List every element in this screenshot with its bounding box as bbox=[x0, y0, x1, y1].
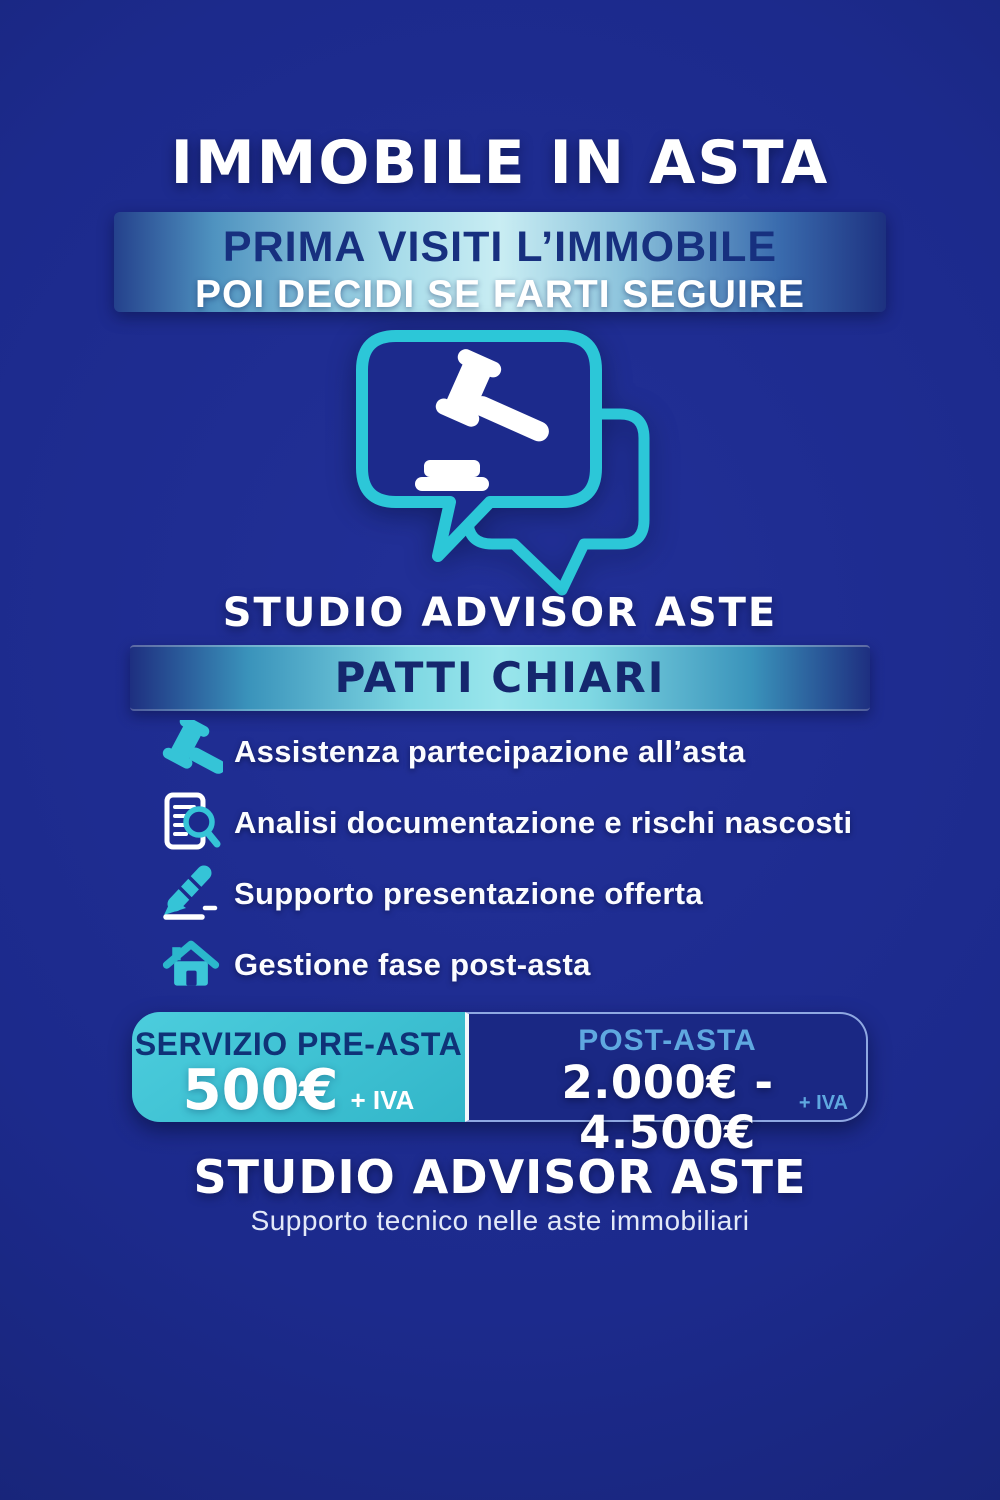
intro-banner-line-1: PRIMA VISITI L’IMMOBILE bbox=[222, 223, 778, 271]
service-label: Gestione fase post-asta bbox=[234, 946, 591, 982]
service-label: Assistenza partecipazione all’asta bbox=[234, 733, 746, 769]
post-asta-label: POST-ASTA bbox=[578, 1024, 757, 1057]
pricing-card bbox=[132, 1012, 868, 1159]
service-item bbox=[158, 716, 878, 787]
patti-chiari-banner: PATTI CHIARI bbox=[130, 645, 870, 711]
service-label: Supporto presentazione offerta bbox=[234, 875, 703, 911]
service-item bbox=[158, 787, 878, 858]
pre-asta-price: 500€ bbox=[182, 1058, 339, 1123]
gavel-icon bbox=[158, 720, 224, 784]
footer-tagline: Supporto tecnico nelle aste immobiliari bbox=[250, 1205, 750, 1236]
intro-banner-line-2: POI DECIDI SE FARTI SEGUIRE bbox=[195, 273, 805, 316]
pre-asta-vat: + IVA bbox=[350, 1085, 415, 1115]
main-title: IMMOBILE IN ASTA bbox=[170, 128, 830, 198]
service-item bbox=[158, 858, 878, 929]
post-asta-price: 2.000€ - 4.500€ bbox=[561, 1056, 774, 1159]
pre-asta-label: SERVIZIO PRE-ASTA bbox=[134, 1026, 463, 1062]
document-search-icon bbox=[158, 791, 224, 855]
service-label: Analisi documentazione e rischi nascosti bbox=[234, 804, 853, 840]
brand-title: STUDIO ADVISOR ASTE bbox=[222, 590, 778, 636]
post-asta-panel bbox=[465, 1012, 868, 1159]
footer-brand-name: STUDIO ADVISOR ASTE bbox=[193, 1150, 807, 1204]
pen-icon bbox=[158, 862, 224, 926]
house-icon bbox=[158, 935, 224, 995]
services-list bbox=[158, 716, 878, 1000]
intro-banner bbox=[114, 212, 886, 316]
post-asta-vat: + IVA bbox=[798, 1092, 848, 1114]
pre-asta-panel bbox=[132, 1012, 465, 1122]
speech-bubbles-gavel-icon bbox=[352, 328, 652, 605]
service-item bbox=[158, 929, 878, 1000]
